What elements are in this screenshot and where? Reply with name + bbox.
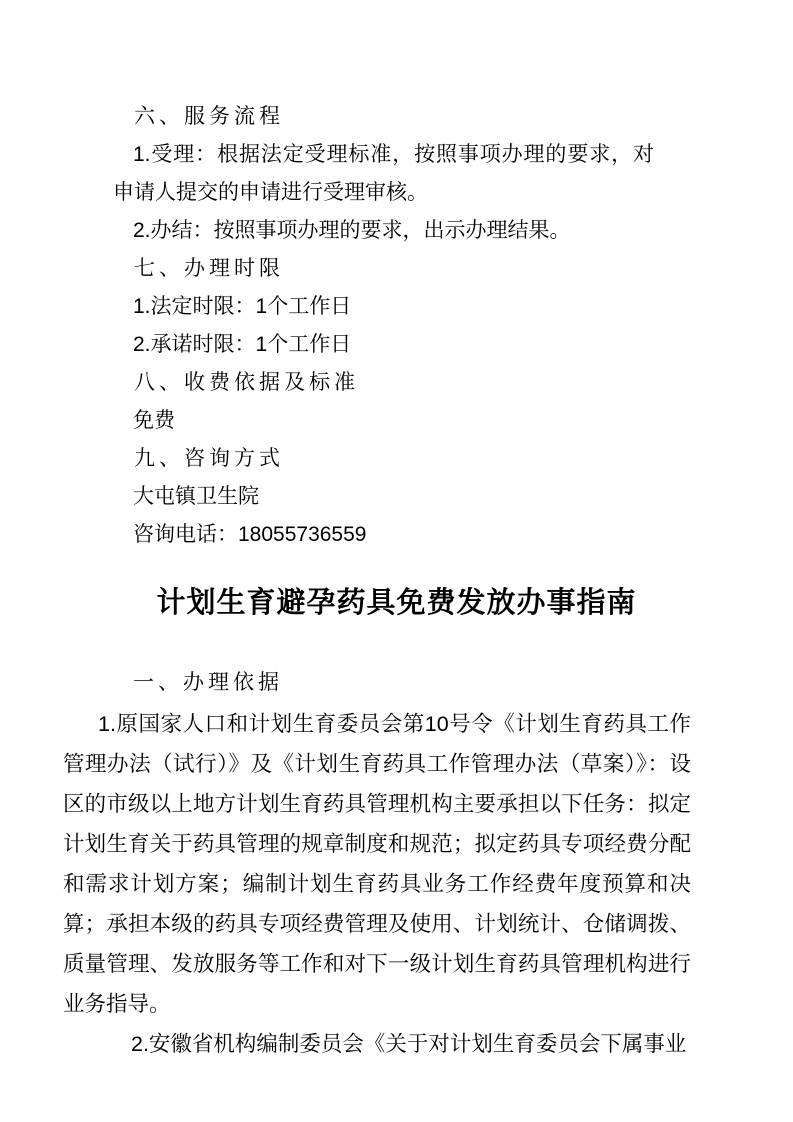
paragraph-organization-name: 大屯镇卫生院 bbox=[133, 485, 259, 508]
section-heading-service-process: 六、服务流程 bbox=[134, 105, 284, 128]
paragraph-promised-time-limit: 2.承诺时限：1个工作日 bbox=[133, 333, 352, 356]
section-heading-basis: 一、办理依据 bbox=[133, 671, 283, 694]
paragraph-free: 免费 bbox=[133, 409, 175, 432]
section-heading-consultation: 九、咨询方式 bbox=[134, 447, 284, 470]
paragraph-legal-time-limit: 1.法定时限：1个工作日 bbox=[133, 295, 352, 318]
paragraph-conclude: 2.办结：按照事项办理的要求，出示办理结果。 bbox=[133, 219, 571, 242]
section-heading-fees: 八、收费依据及标准 bbox=[134, 371, 359, 394]
new-guide-body bbox=[63, 664, 691, 1064]
paragraph-consultation-phone: 咨询电话：18055736559 bbox=[133, 523, 367, 546]
document-title: 计划生育避孕药具免费发放办事指南 bbox=[156, 587, 637, 619]
paragraph-accept: 1.受理：根据法定受理标准，按照事项办理的要求，对申请人提交的申请进行受理审核。 bbox=[113, 143, 654, 204]
previous-guide-tail bbox=[113, 98, 654, 554]
section-heading-time-limit: 七、办理时限 bbox=[134, 257, 284, 280]
paragraph-basis-2: 2.安徽省机构编制委员会《关于对计划生育委员会下属事业 bbox=[131, 1032, 687, 1056]
paragraph-basis-1: 1.原国家人口和计划生育委员会第10号令《计划生育药具工作管理办法（试行）》及《计划生育药具工作管理办法（草案）》：设区的市级以上地方计划生育药具管理机构主要承担以下任务：拟定计划生育关于药具管理的规章制度和规范；拟定药具专项经费分配和需求计划方案；编制计划生育药具业务工作经费年度预算和决算；承担本级的药具专项经费管理及使用、计划统计、仓储调拨、质量管理、发放服务等工作和对下一级计划生育药具管理机构进行业务指导。 bbox=[63, 712, 691, 1016]
